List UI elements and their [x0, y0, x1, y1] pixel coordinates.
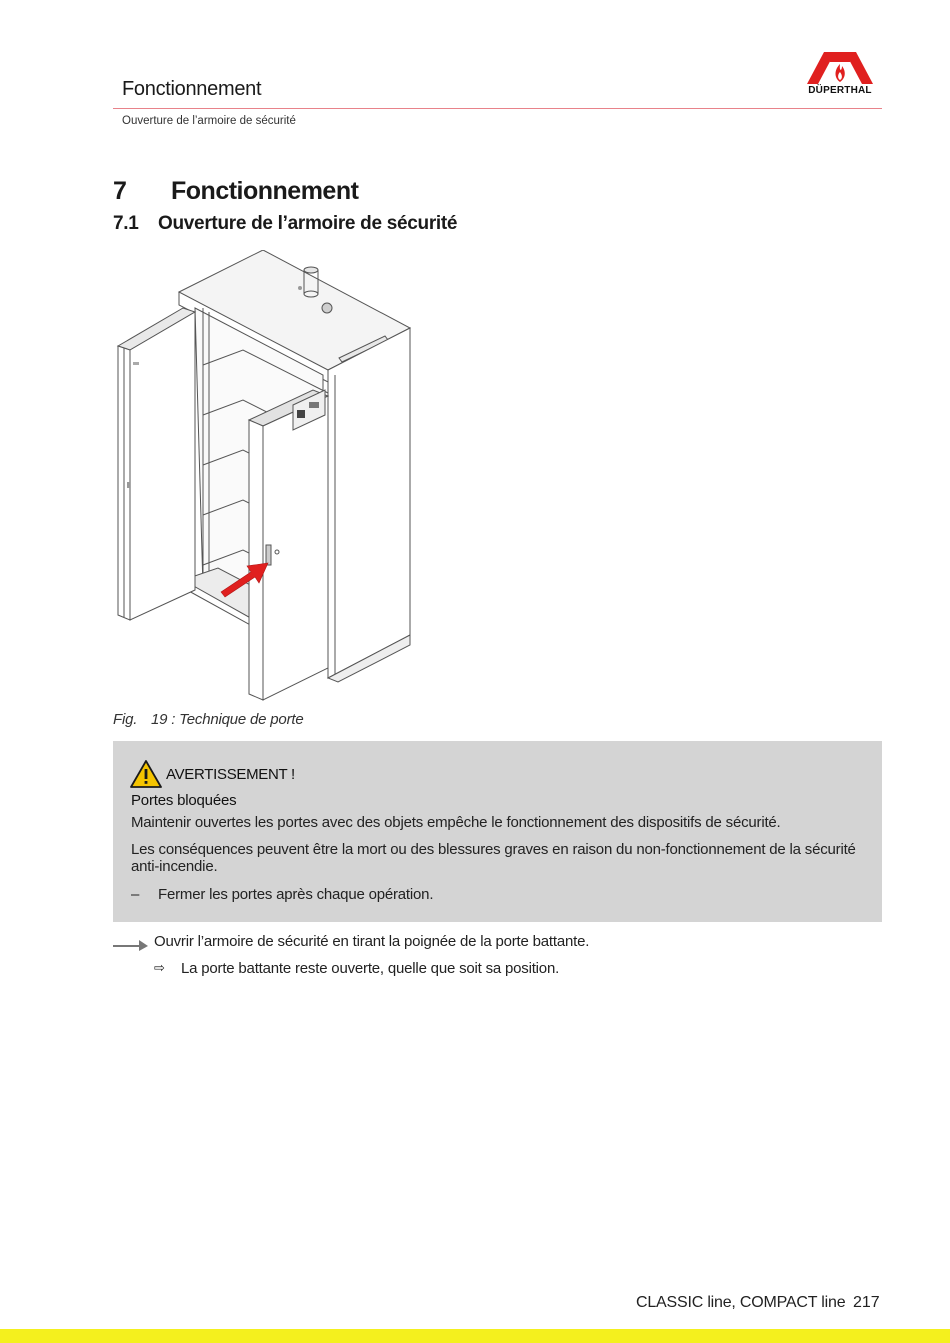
warning-title: AVERTISSEMENT ! [166, 765, 295, 783]
brand-logo [804, 50, 876, 100]
logo-text: DÜPERTHAL [808, 85, 872, 96]
section-heading [113, 213, 457, 235]
warning-list-marker: – [131, 886, 140, 903]
warning-triangle-icon [130, 760, 162, 788]
header-section-title: Fonctionnement [122, 78, 262, 100]
warning-box [113, 741, 882, 922]
step-arrow-icon [113, 937, 149, 951]
warning-paragraph-2: Les conséquences peuvent être la mort ou des blessures graves en raison du non-fonctionnement de la sécurité anti-incendie. [131, 841, 856, 875]
instruction-step: Ouvrir l’armoire de sécurité en tirant la poignée de la porte battante. [154, 933, 590, 950]
header-rule [113, 108, 882, 109]
page-number: 217 [853, 1294, 880, 1311]
footer-product: CLASSIC line, COMPACT line [636, 1294, 846, 1311]
caption-text: 19 : Technique de porte [151, 711, 304, 728]
instruction-result: La porte battante reste ouverte, quelle que soit sa position. [181, 960, 560, 977]
warning-subtitle: Portes bloquées [131, 792, 237, 809]
chapter-title: Fonctionnement [171, 177, 359, 205]
warning-list-item: Fermer les portes après chaque opération. [158, 886, 434, 903]
result-arrow-icon: ⇨ [154, 960, 165, 975]
header-subsection: Ouverture de l’armoire de sécurité [122, 115, 296, 127]
logo-mark-icon [804, 50, 876, 86]
warning-header [130, 760, 295, 788]
chapter-number: 7 [113, 177, 127, 205]
cabinet-figure [113, 250, 433, 702]
chapter-heading [113, 177, 358, 206]
caption-label: Fig. [113, 711, 138, 728]
figure-caption [113, 711, 303, 728]
section-number: 7.1 [113, 213, 139, 234]
footer-bar [0, 1329, 950, 1343]
warning-paragraph-1: Maintenir ouvertes les portes avec des objets empêche le fonctionnement des dispositifs de sécurité. [131, 814, 781, 831]
section-title: Ouverture de l’armoire de sécurité [158, 213, 458, 234]
